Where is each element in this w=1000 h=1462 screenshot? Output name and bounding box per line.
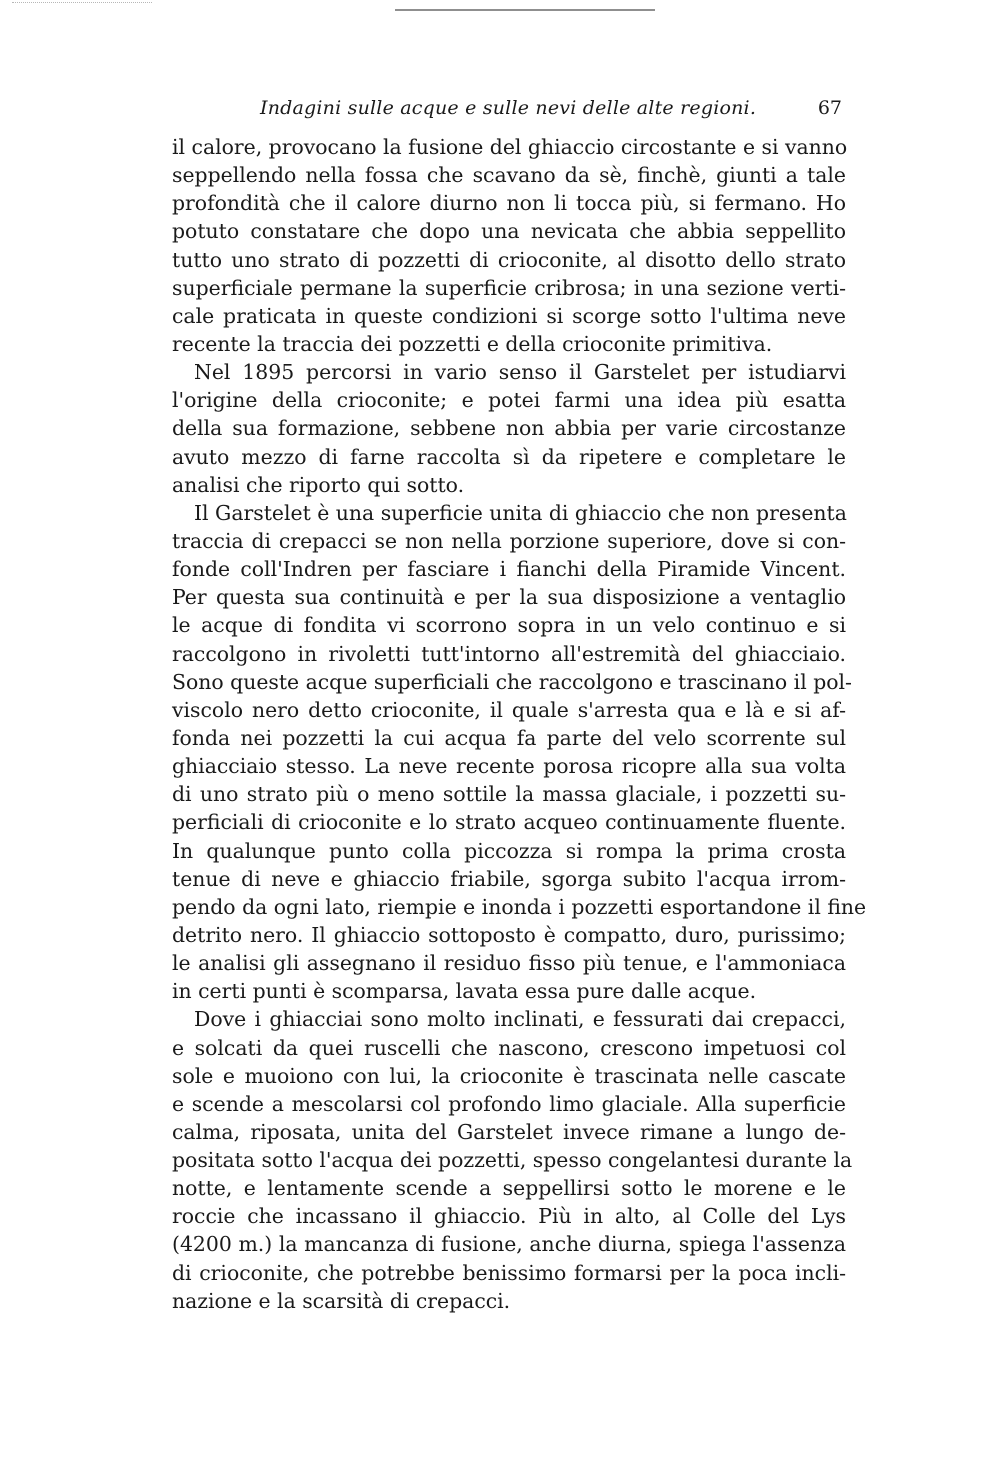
text-line: l'origine della crioconite; e potei farmi una idea più esatta — [172, 388, 846, 413]
text-line: analisi che riporto qui sotto. — [172, 472, 465, 497]
text-line: Per questa sua continuità e per la sua disposizione a ventaglio — [172, 585, 846, 610]
text-line: e solcati da quei ruscelli che nascono, crescono impetuosi col — [172, 1035, 846, 1060]
text-line: fonda nei pozzetti la cui acqua fa parte del velo scorrente sul — [172, 725, 846, 750]
text-line: tenue di neve e ghiaccio friabile, sgorga subito l'acqua irrom- — [172, 866, 846, 891]
text-line: (4200 m.) la mancanza di fusione, anche diurna, spiega l'assenza — [172, 1232, 846, 1257]
text-line: Dove i ghiacciai sono molto inclinati, e fessurati dai crepacci, — [194, 1007, 846, 1032]
text-line: nazione e la scarsità di crepacci. — [172, 1288, 511, 1313]
text-line: le acque di fondita vi scorrono sopra in un velo continuo e si — [172, 613, 846, 638]
page-header — [172, 97, 846, 127]
text-line: cale praticata in queste condizioni si scorge sotto l'ultima neve — [172, 303, 846, 328]
text-line: traccia di crepacci se non nella porzione superiore, dove si con- — [172, 528, 846, 553]
text-line: profondità che il calore diurno non li tocca più, si fermano. Ho — [172, 191, 846, 216]
text-line: di uno strato più o meno sottile la massa glaciale, i pozzetti su- — [172, 782, 846, 807]
text-line: Il Garstelet è una superficie unita di ghiaccio che non presenta — [194, 500, 847, 525]
text-line: calma, riposata, unita del Garstelet invece rimane a lungo de- — [172, 1119, 846, 1144]
text-line: Sono queste acque superficiali che raccolgono e trascinano il pol- — [172, 669, 852, 694]
text-line: potuto constatare che dopo una nevicata che abbia seppellito — [172, 219, 846, 244]
text-line: raccolgono in rivoletti tutt'intorno all'estremità del ghiacciaio. — [172, 641, 846, 666]
page-number: 67 — [817, 97, 842, 119]
text-line: notte, e lentamente scende a seppellirsi sotto le morene e le — [172, 1176, 846, 1201]
paragraph-3 — [172, 499, 867, 1006]
text-line: In qualunque punto colla piccozza si rompa la prima crosta — [172, 838, 846, 863]
running-title: Indagini sulle acque e sulle nevi delle alte regioni. — [260, 97, 757, 119]
scan-artifact-rule — [395, 9, 655, 11]
text-line: viscolo nero detto crioconite, il quale s'arresta qua e là e si af- — [172, 697, 846, 722]
text-line: detrito nero. Il ghiaccio sottoposto è compatto, duro, purissimo; — [172, 922, 846, 947]
paragraph-2 — [172, 358, 846, 499]
text-line: positata sotto l'acqua dei pozzetti, spesso congelantesi durante la — [172, 1148, 853, 1173]
text-line: il calore, provocano la fusione del ghiaccio circostante e si vanno — [172, 135, 848, 159]
text-line: della sua formazione, sebbene non abbia per varie circostanze — [172, 416, 846, 441]
text-line: e scende a mescolarsi col profondo limo glaciale. Alla superficie — [172, 1091, 846, 1116]
body-text — [172, 133, 867, 1315]
paragraph-4 — [172, 1005, 853, 1315]
text-line: avuto mezzo di farne raccolta sì da ripetere e completare le — [172, 444, 846, 469]
text-line: pendo da ogni lato, riempie e inonda i pozzetti esportandone il fine — [172, 894, 867, 919]
text-line: fonde coll'Indren per fasciare i fianchi della Piramide Vincent. — [172, 557, 846, 582]
text-line: Nel 1895 percorsi in vario senso il Garstelet per istudiarvi — [194, 360, 846, 385]
text-line: perficiali di crioconite e lo strato acqueo continuamente fluente. — [172, 810, 846, 835]
text-line: superficiale permane la superficie cribrosa; in una sezione verti- — [172, 275, 846, 300]
text-line: tutto uno strato di pozzetti di crioconite, al disotto dello strato — [172, 247, 846, 272]
text-line: di crioconite, che potrebbe benissimo formarsi per la poca incli- — [172, 1260, 846, 1285]
text-line: ghiacciaio stesso. La neve recente porosa ricopre alla sua volta — [172, 754, 846, 779]
text-line: le analisi gli assegnano il residuo fisso più tenue, e l'ammoniaca — [172, 951, 846, 976]
text-line: seppellendo nella fossa che scavano da sè, finchè, giunti a tale — [172, 163, 846, 188]
text-line: recente la traccia dei pozzetti e della crioconite primitiva. — [172, 331, 773, 356]
text-line: in certi punti è scomparsa, lavata essa pure dalle acque. — [172, 979, 757, 1004]
text-line: roccie che incassano il ghiaccio. Più in alto, al Colle del Lys — [172, 1204, 846, 1229]
text-line: sole e muoiono con lui, la crioconite è trascinata nelle cascate — [172, 1063, 846, 1088]
scan-artifact-dots — [12, 2, 152, 13]
paragraph-1 — [172, 133, 846, 358]
